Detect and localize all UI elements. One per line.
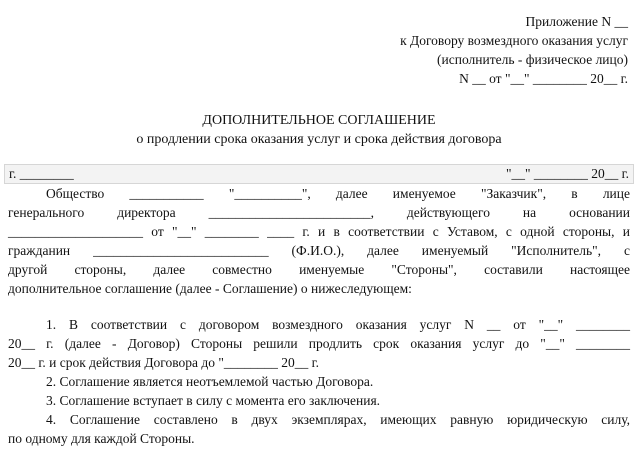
appendix-header [400, 12, 628, 88]
preamble-line: Общество ___________ "__________", далее именуемое "Заказчик", в лице [46, 186, 630, 201]
clause-line: 20__ г. и срок действия Договора до "________ 20__ г. [8, 355, 320, 370]
appendix-contract-type: (исполнитель - физическое лицо) [437, 52, 628, 67]
clause-line: 20__ г. (далее - Договор) Стороны решили продлить срок оказания услуг до "__" ________ [8, 336, 630, 351]
document-subtitle: о продлении срока оказания услуг и срока действия договора [136, 132, 502, 147]
clause-line: по одному для каждой Стороны. [8, 431, 195, 446]
preamble-line: ____________________ от "__" ________ ____ г. и в соответствии с Уставом, с одной стороны, и [8, 224, 630, 239]
place-date-row [4, 164, 634, 184]
clause-line: 1. В соответствии с договором возмездного оказания услуг N __ от "__" ________ [46, 317, 630, 332]
preamble-line: гражданин __________________________ (Ф.И.О.), далее именуемый "Исполнитель", с [8, 243, 630, 258]
document-title: ДОПОЛНИТЕЛЬНОЕ СОГЛАШЕНИЕ [202, 113, 436, 128]
appendix-number: Приложение N __ [525, 14, 628, 29]
appendix-contract-ref: к Договору возмездного оказания услуг [400, 33, 628, 48]
place-field: г. ________ [9, 166, 74, 181]
preamble-line: другой стороны, далее совместно именуемые "Стороны", составили настоящее [8, 262, 630, 277]
appendix-contract-date: N __ от "__" ________ 20__ г. [459, 71, 628, 86]
clause-line: 4. Соглашение составлено в двух экземплярах, имеющих равную юридическую силу, [46, 412, 630, 427]
preamble-line: генерального директора ________________________, действующего на основании [8, 205, 630, 220]
clause-line: 3. Соглашение вступает в силу с момента его заключения. [46, 393, 381, 408]
clause-line: 2. Соглашение является неотъемлемой частью Договора. [46, 374, 374, 389]
date-field: "__" ________ 20__ г. [505, 166, 629, 181]
preamble-line: дополнительное соглашение (далее - Соглашение) о нижеследующем: [8, 281, 412, 296]
